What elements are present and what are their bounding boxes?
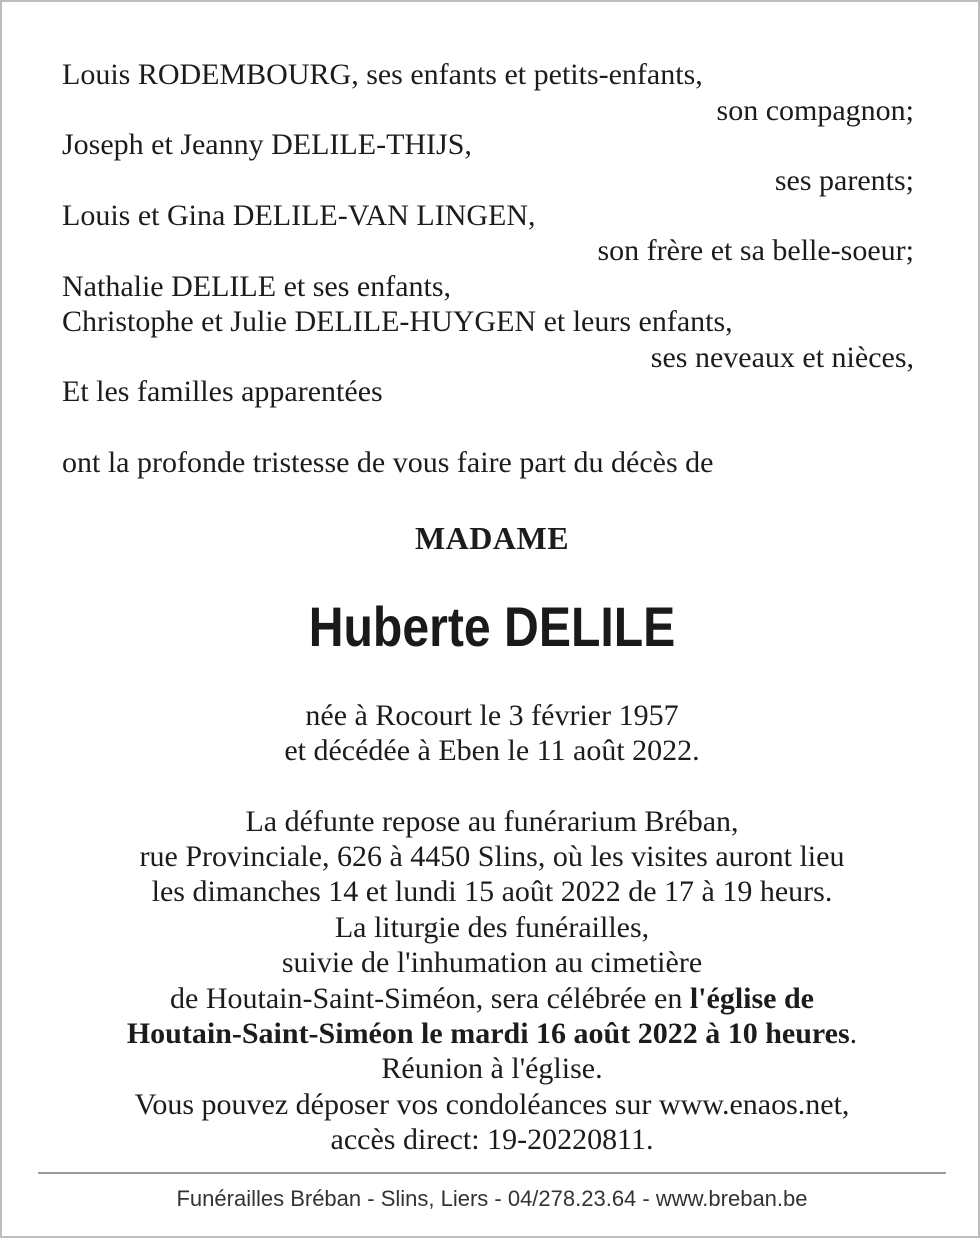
family-line: Louis et Gina DELILE-VAN LINGEN,: [62, 199, 536, 232]
details-line: rue Provinciale, 626 à 4450 Slins, où les visites auront lieu: [139, 840, 845, 873]
details-line: les dimanches 14 et lundi 15 août 2022 de 17 à 19 heurs.: [151, 875, 833, 908]
details-line: [2, 982, 980, 1016]
family-line: Christophe et Julie DELILE-HUYGEN et leurs enfants,: [62, 305, 733, 338]
ceremony-place: l'église de: [689, 982, 814, 1015]
family-line: Et les familles apparentées: [62, 375, 383, 408]
period: .: [849, 1017, 858, 1050]
details-line: [2, 1017, 980, 1051]
deceased-name: Huberte DELILE: [308, 595, 676, 658]
details-line: suivie de l'inhumation au cimetière: [281, 946, 703, 979]
ceremony-datetime: Houtain-Saint-Siméon le mardi 16 août 2022 à 10 heures: [126, 1017, 850, 1050]
ceremony-text: de Houtain-Saint-Siméon, sera célébrée en: [170, 982, 690, 1015]
birth-line: née à Rocourt le 3 février 1957: [305, 699, 679, 732]
family-relation: son frère et sa belle-soeur;: [597, 234, 914, 267]
death-line: et décédée à Eben le 11 août 2022.: [284, 734, 700, 767]
details-line: Réunion à l'église.: [381, 1052, 603, 1085]
divider: [38, 1172, 946, 1174]
family-relation: ses neveaux et nièces,: [650, 341, 914, 374]
access-line: accès direct: 19-20220811.: [330, 1123, 654, 1156]
footer: Funérailles Bréban - Slins, Liers - 04/278.23.64 - www.breban.be: [176, 1186, 808, 1211]
announcement: ont la profonde tristesse de vous faire part du décès de: [62, 446, 714, 479]
family-relation: ses parents;: [774, 164, 914, 197]
details-line: La liturgie des funérailles,: [334, 911, 650, 944]
details-line: La défunte repose au funérarium Bréban,: [245, 805, 739, 838]
condolences-line: Vous pouvez déposer vos condoléances sur www.enaos.net,: [134, 1088, 850, 1121]
family-relation: son compagnon;: [716, 94, 914, 127]
title: MADAME: [414, 520, 570, 556]
family-line: Nathalie DELILE et ses enfants,: [62, 270, 452, 303]
family-line: Louis RODEMBOURG, ses enfants et petits-enfants,: [62, 58, 703, 91]
family-line: Joseph et Jeanny DELILE-THIJS,: [62, 128, 472, 161]
